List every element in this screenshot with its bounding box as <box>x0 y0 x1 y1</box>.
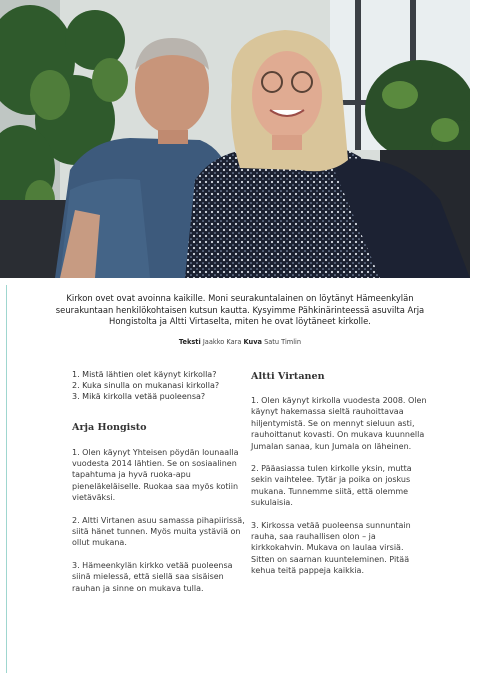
credits-photo-label: Kuva <box>243 338 262 346</box>
right-column <box>251 371 429 577</box>
lead-paragraph: Kirkon ovet ovat avoinna kaikille. Moni seurakuntalainen on löytänyt Hämeenkylän seurakuntaan henkilökohtaisen kutsun kautta. Kysyimme Pähkinärinteessä asuvilta Arja Hongistolta ja Altti Virtaselta, miten he ovat löytäneet kirkolle. <box>55 293 425 326</box>
credits-text-author: Jaakko Kara <box>202 338 242 346</box>
altti-answer-2: 2. Pääasiassa tulen kirkolle yksin, mutta sekin vaihtelee. Tytär ja poika on joskus mukana. Tunnemme siitä, että olemme sukulaisia. <box>251 464 412 508</box>
altti-answer-1: 1. Olen käynyt kirkolla vuodesta 2008. Olen käynyt hakemassa sieltä rauhoittavaa hiljentymistä. Se on mennyt sieluun asti, rauhoittanut kovasti. On mukava kuunnella Jumalan sanaa, kun Jumala on läheinen. <box>251 396 427 451</box>
credits-line <box>40 338 440 346</box>
altti-answer-3: 3. Kirkossa vetää puoleensa sunnuntain rauha, saa rauhallisen olon – ja kirkkokahvin. Mukava on laulaa virsiä. Sitten on saarnan kuunteleminen. Pitää kehua teitä pappeja kaikkia. <box>251 520 411 576</box>
credits-photo-author: Satu Timlin <box>264 338 302 346</box>
portrait-photo <box>0 0 470 278</box>
page-edge <box>470 0 480 673</box>
arja-answer-2: 2. Altti Virtanen asuu samassa pihapiirissä, siitä hänet tunnen. Myös muita ystäviä on ollut mukana. <box>72 515 245 548</box>
question-1: 1. Mistä lähtien olet käynyt kirkolla? <box>72 370 217 379</box>
portrait-photo-illustration <box>0 0 470 278</box>
arja-answer-1: 1. Olen käynyt Yhteisen pöydän lounaalla vuodesta 2014 lähtien. Se on sosiaalinen tapahtuma ja hyvä ruoka-apu pieneläkeläiselle. Ruokaa saa myös kotiin vietäväksi. <box>72 447 239 503</box>
interviewee-name-altti: Altti Virtanen <box>251 371 325 382</box>
question-3: 3. Mikä kirkolla vetää puoleensa? <box>72 392 206 402</box>
interviewee-name-arja: Arja Hongisto <box>72 421 147 433</box>
accent-rule <box>6 285 7 673</box>
question-2: 2. Kuka sinulla on mukanasi kirkolla? <box>72 381 220 391</box>
left-column <box>72 369 247 594</box>
arja-answer-3: 3. Hämeenkylän kirkko vetää puoleensa siinä mielessä, että siellä saa sisäisen rauhan ja sinne on mukava tulla. <box>72 560 233 593</box>
credits-text-label: Teksti <box>178 338 201 346</box>
